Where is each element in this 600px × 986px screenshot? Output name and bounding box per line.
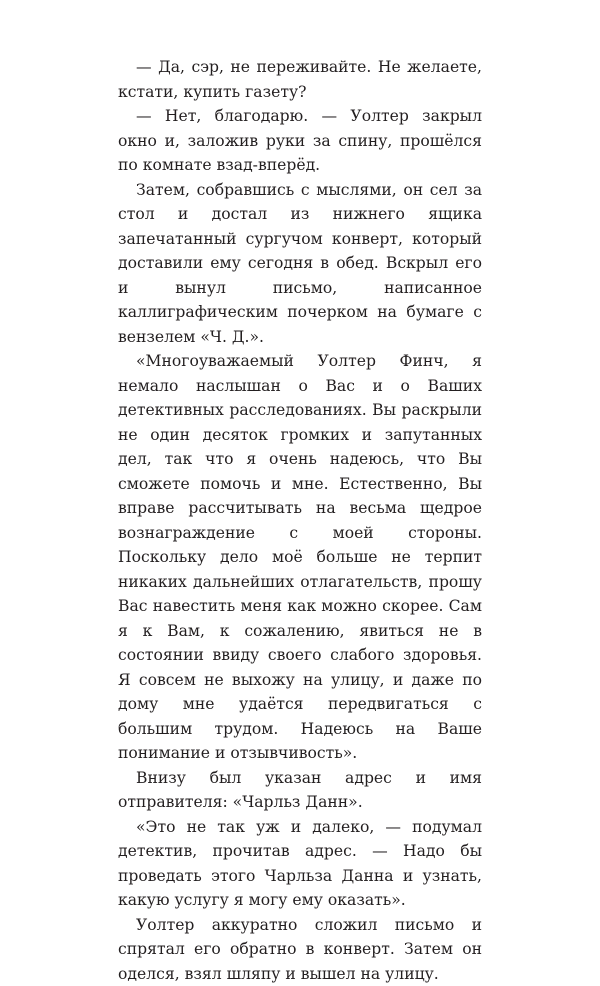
- paragraph-leaving: Уолтер аккуратно сложил письмо и спрятал его обратно в конверт. Затем он оделся, взял шляпу и вышел на улицу.: [118, 913, 482, 986]
- paragraph-sender: Внизу был указан адрес и имя отправителя: «Чарльз Данн».: [118, 766, 482, 815]
- text-column: [118, 55, 482, 986]
- paragraph-envelope: Затем, собравшись с мыслями, он сел за стол и достал из нижнего ящика запечатанный сургучом конверт, который доставили ему сегодня в обед. Вскрыл его и вынул письмо, написанное каллиграфическим почерком на бумаге с вензелем «Ч. Д.».: [118, 178, 482, 350]
- paragraph-dialogue-newspaper: — Да, сэр, не переживайте. Не желаете, кстати, купить газету?: [118, 55, 482, 104]
- paragraph-letter: «Многоуважаемый Уолтер Финч, я немало наслышан о Вас и о Ваших детективных расследованиях. Вы раскрыли не один десяток громких и запутанных дел, так что я очень надеюсь, что Вы сможете помочь и мне. Естественно, Вы вправе рассчитывать на весьма щедрое вознаграждение с моей стороны. Поскольку дело моё больше не терпит никаких дальнейших отлагательств, прошу Вас навестить меня как можно скорее. Сам я к Вам, к сожалению, явиться не в состоянии ввиду своего слабого здоровья. Я совсем не выхожу на улицу, и даже по дому мне удаётся передвигаться с большим трудом. Надеюсь на Ваше понимание и отзывчивость».: [118, 349, 482, 766]
- paragraph-dialogue-window: — Нет, благодарю. — Уолтер закрыл окно и, заложив руки за спину, прошёлся по комнате взад-вперёд.: [118, 104, 482, 178]
- paragraph-thought: «Это не так уж и далеко, — подумал детектив, прочитав адрес. — Надо бы проведать этого Чарльза Данна и узнать, какую услугу я могу ему оказать».: [118, 815, 482, 913]
